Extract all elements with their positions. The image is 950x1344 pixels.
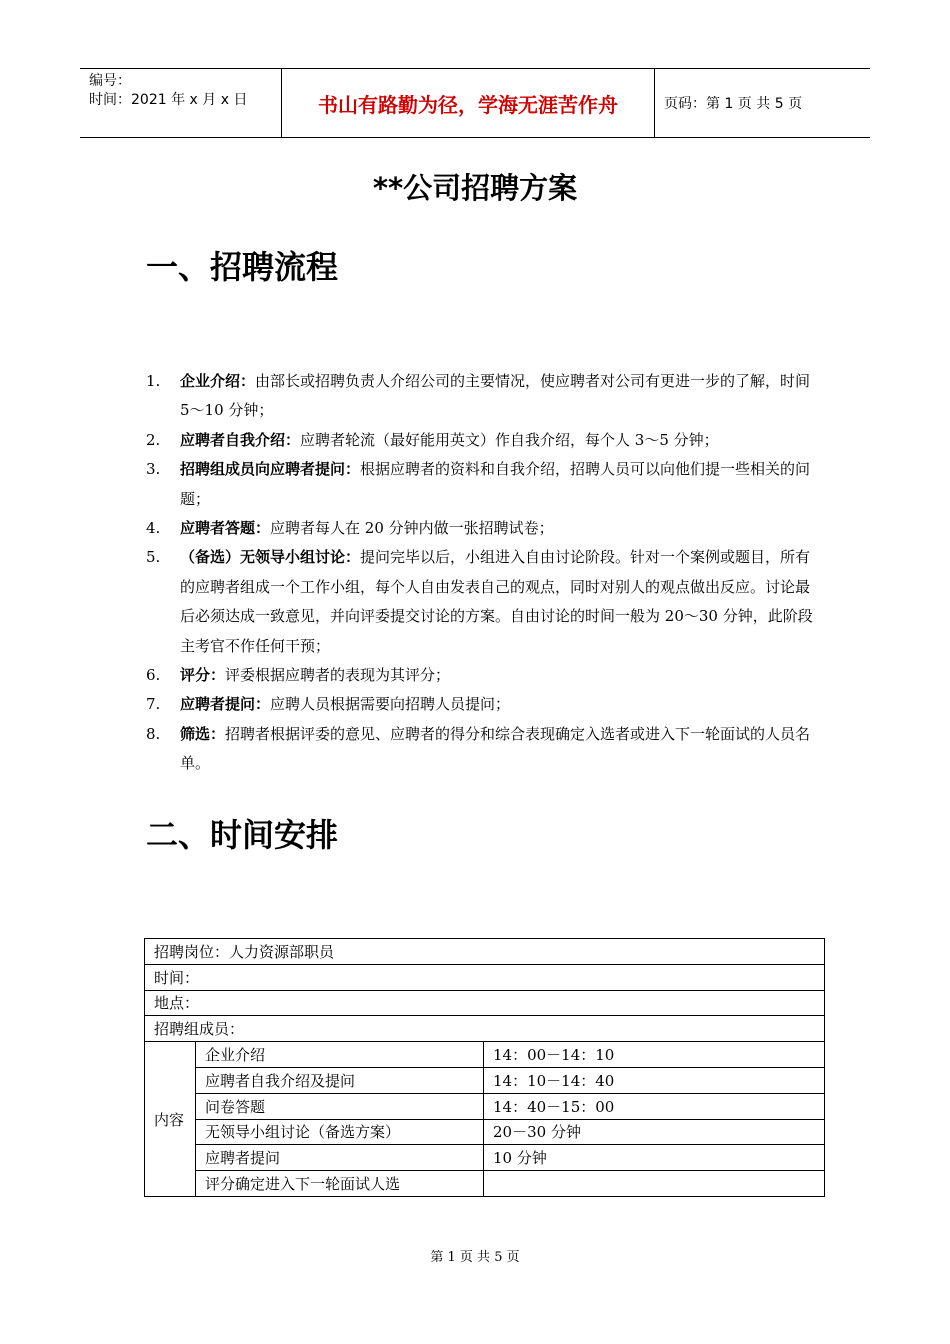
step-number: 6. xyxy=(146,666,161,685)
members-cell: 招聘组成员： xyxy=(145,1016,825,1042)
step-text: 应聘者每人在 20 分钟内做一张招聘试卷； xyxy=(270,519,554,538)
step-text: 提问完毕以后，小组进入自由讨论阶段。针对一个案例或题目，所有的应聘者组成一个工作小组，每个人自由发表自己的观点，同时对别人的观点做出反应。讨论最后必须达成一致意见，并向评委提交讨论的方案。自由讨论的时间一般为 20～30 分钟，此阶段主考官不作任何干预； xyxy=(180,548,813,655)
content-time-cell xyxy=(484,1171,825,1197)
doc-time-label: 时间：2021 年 x 月 x 日 xyxy=(89,92,248,108)
process-step xyxy=(146,543,814,661)
document-title: **公司招聘方案 xyxy=(372,171,578,205)
header-meta xyxy=(80,69,280,137)
content-item-cell: 企业介绍 xyxy=(196,1042,484,1068)
content-time-cell: 14：00－14：10 xyxy=(484,1042,825,1068)
content-item-cell: 应聘者自我介绍及提问 xyxy=(196,1067,484,1093)
content-item-cell: 评分确定进入下一轮面试人选 xyxy=(196,1171,484,1197)
step-text: 应聘人员根据需要向招聘人员提问； xyxy=(270,695,511,714)
content-time-cell: 14：10－14：40 xyxy=(484,1067,825,1093)
step-number: 4. xyxy=(146,519,161,538)
process-step-list xyxy=(146,367,814,779)
process-step xyxy=(146,720,814,779)
process-step xyxy=(146,426,814,455)
content-item-cell: 无领导小组讨论（备选方案） xyxy=(196,1119,484,1145)
table-row xyxy=(145,1119,825,1145)
table-row xyxy=(145,1016,825,1042)
step-text: 招聘者根据评委的意见、应聘者的得分和综合表现确定入选者或进入下一轮面试的人员名单。 xyxy=(180,724,811,773)
header-motto: 书山有路勤为径，学海无涯苦作舟 xyxy=(281,69,655,137)
process-step xyxy=(146,514,814,543)
section-heading-process: 一、招聘流程 xyxy=(146,248,339,286)
page-footer: 第 1 页 共 5 页 xyxy=(430,1250,520,1265)
step-number: 2. xyxy=(146,430,161,449)
content-time-cell: 10 分钟 xyxy=(484,1145,825,1171)
header-page-info: 页码：第 1 页 共 5 页 xyxy=(664,96,803,112)
step-number: 8. xyxy=(146,724,161,743)
content-label-cell: 内容 xyxy=(145,1042,196,1197)
table-row xyxy=(145,939,825,965)
process-step xyxy=(146,455,814,514)
content-time-cell: 20－30 分钟 xyxy=(484,1119,825,1145)
time-cell: 时间： xyxy=(145,964,825,990)
step-number: 7. xyxy=(146,695,161,714)
table-row xyxy=(145,1067,825,1093)
table-row xyxy=(145,990,825,1016)
schedule-table xyxy=(144,938,825,1197)
table-row xyxy=(145,964,825,990)
step-text: 根据应聘者的资料和自我介绍，招聘人员可以向他们提一些相关的问题； xyxy=(180,460,811,508)
process-step xyxy=(146,367,814,426)
step-number: 1. xyxy=(146,372,161,390)
step-lead: 应聘者自我介绍： xyxy=(180,430,301,449)
content-item-cell: 问卷答题 xyxy=(196,1093,484,1119)
page-header xyxy=(80,68,870,138)
step-lead: 应聘者提问： xyxy=(180,695,271,714)
doc-number-label: 编号： xyxy=(89,73,131,89)
process-step xyxy=(146,690,814,719)
step-lead: 企业介绍： xyxy=(180,372,256,390)
table-row xyxy=(145,1145,825,1171)
position-cell: 招聘岗位：人力资源部职员 xyxy=(145,939,825,965)
step-lead: 应聘者答题： xyxy=(180,519,271,538)
content-item-cell: 应聘者提问 xyxy=(196,1145,484,1171)
step-lead: 评分： xyxy=(180,666,226,685)
table-row xyxy=(145,1042,825,1068)
step-text: 评委根据应聘者的表现为其评分； xyxy=(225,666,451,685)
step-lead: （备选）无领导小组讨论： xyxy=(180,548,361,567)
process-step xyxy=(146,661,814,690)
step-text: 由部长或招聘负责人介绍公司的主要情况，使应聘者对公司有更进一步的了解，时间 5～10 分钟； xyxy=(180,372,811,420)
table-row xyxy=(145,1093,825,1119)
content-time-cell: 14：40－15：00 xyxy=(484,1093,825,1119)
place-cell: 地点： xyxy=(145,990,825,1016)
step-text: 应聘者轮流（最好能用英文）作自我介绍，每个人 3～5 分钟； xyxy=(300,430,719,449)
step-lead: 招聘组成员向应聘者提问： xyxy=(180,460,361,479)
section-heading-schedule: 二、时间安排 xyxy=(146,816,339,854)
step-number: 5. xyxy=(146,548,161,567)
step-lead: 筛选： xyxy=(180,724,226,743)
table-row xyxy=(145,1171,825,1197)
step-number: 3. xyxy=(146,460,161,479)
